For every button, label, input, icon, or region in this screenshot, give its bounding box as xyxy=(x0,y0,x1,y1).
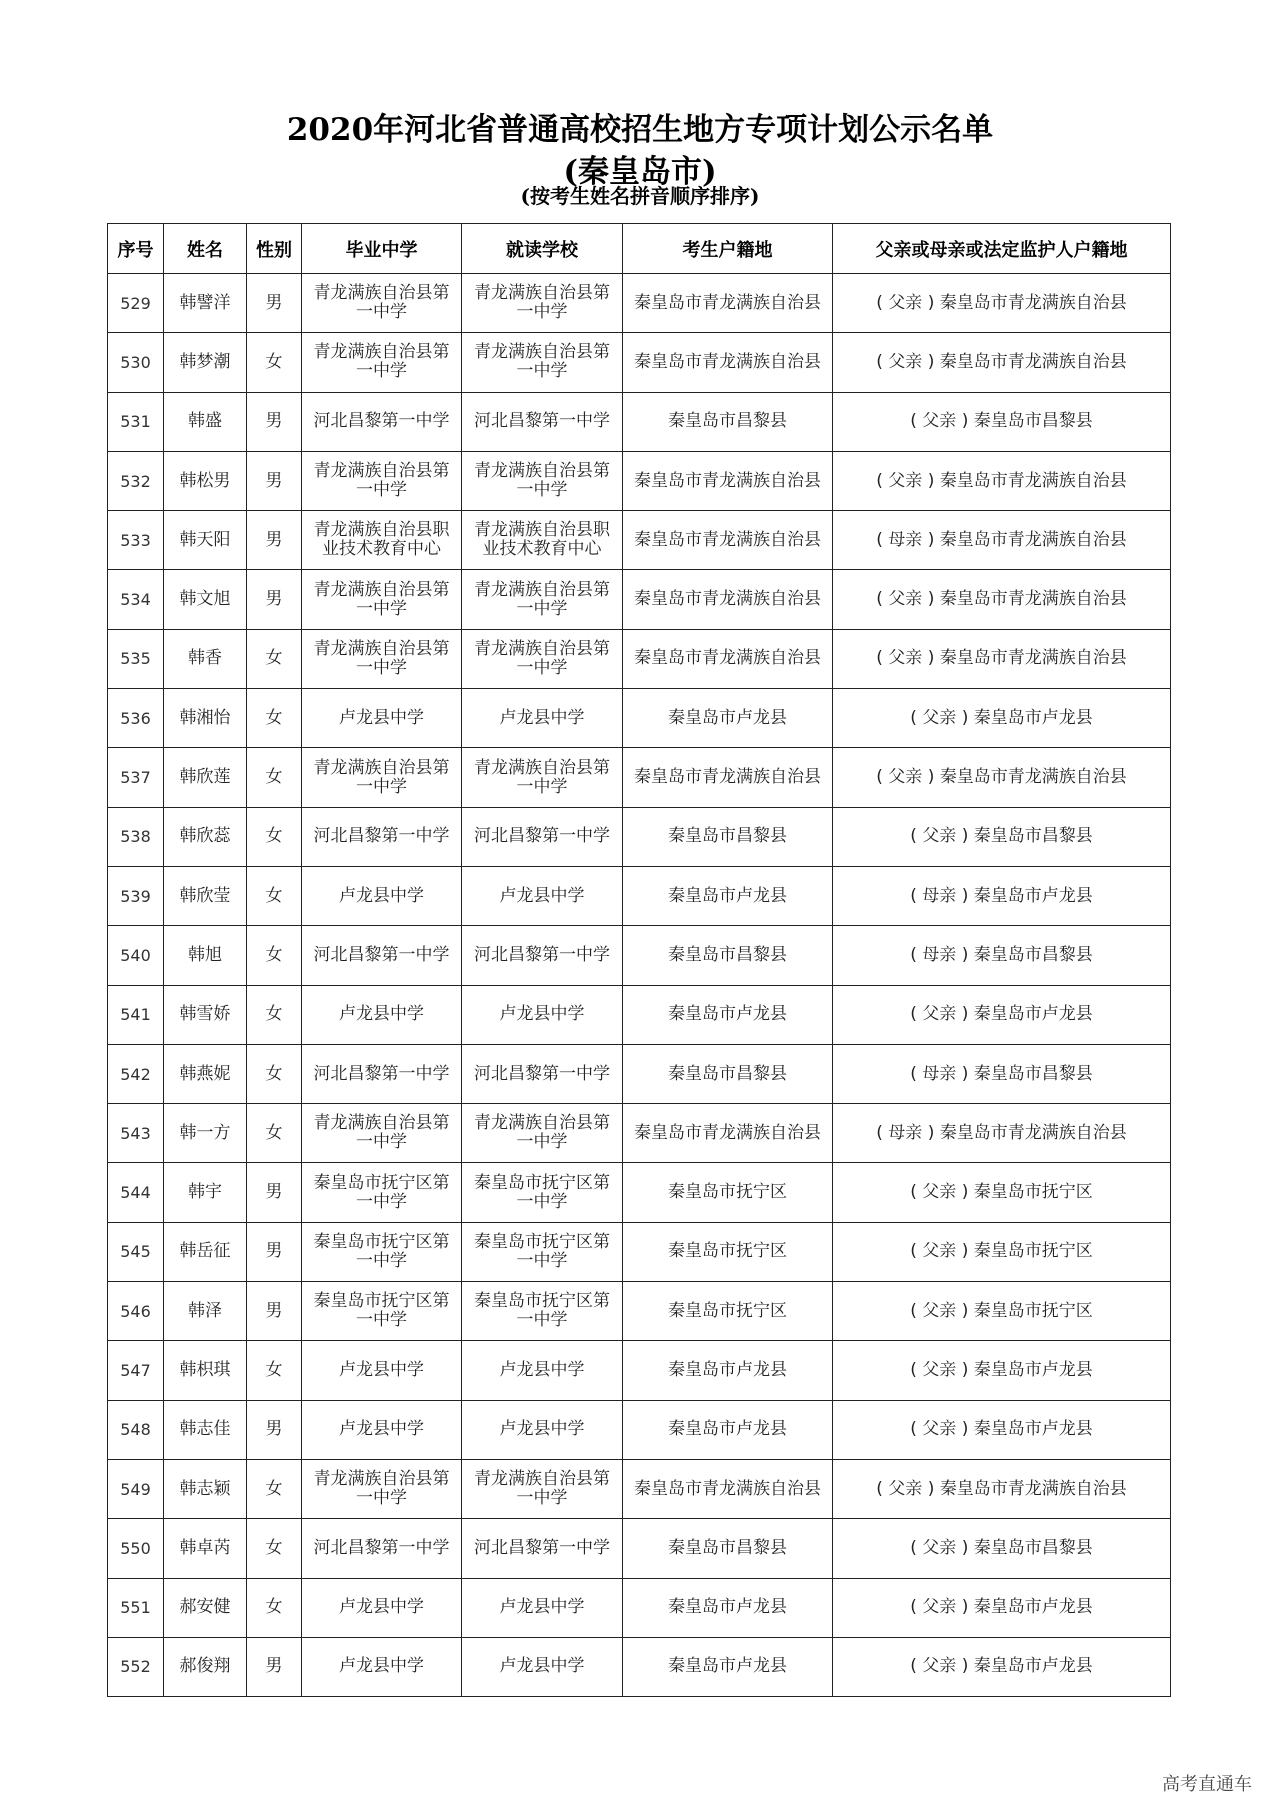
name-cell: 韩文旭 xyxy=(164,570,247,629)
current-school-cell: 卢龙县中学 xyxy=(462,1578,623,1637)
table-row xyxy=(108,807,1171,866)
table-row xyxy=(108,274,1171,333)
name-cell: 韩梦潮 xyxy=(164,333,247,392)
current-school-cell: 河北昌黎第一中学 xyxy=(462,807,623,866)
student-hukou-cell: 秦皇岛市青龙满族自治县 xyxy=(623,570,833,629)
table-row xyxy=(108,1044,1171,1103)
gender-cell: 女 xyxy=(247,1459,302,1518)
current-school-cell: 河北昌黎第一中学 xyxy=(462,1519,623,1578)
current-school-cell: 卢龙县中学 xyxy=(462,1400,623,1459)
gender-cell: 男 xyxy=(247,274,302,333)
gender-cell: 男 xyxy=(247,1400,302,1459)
name-cell: 韩泽 xyxy=(164,1282,247,1341)
serial-number-cell: 534 xyxy=(108,570,164,629)
student-hukou-cell: 秦皇岛市昌黎县 xyxy=(623,1519,833,1578)
name-cell: 韩香 xyxy=(164,629,247,688)
graduation-school-cell: 卢龙县中学 xyxy=(302,1637,462,1696)
header-cell: 序号 xyxy=(108,224,164,274)
table-row xyxy=(108,1104,1171,1163)
current-school-cell: 青龙满族自治县第一中学 xyxy=(462,451,623,510)
graduation-school-cell: 卢龙县中学 xyxy=(302,866,462,925)
gender-cell: 男 xyxy=(247,1163,302,1222)
serial-number-cell: 538 xyxy=(108,807,164,866)
serial-number-cell: 537 xyxy=(108,748,164,807)
serial-number-cell: 544 xyxy=(108,1163,164,1222)
serial-number-cell: 533 xyxy=(108,511,164,570)
gender-cell: 男 xyxy=(247,1222,302,1281)
student-hukou-cell: 秦皇岛市卢龙县 xyxy=(623,1341,833,1400)
guardian-hukou-cell: ( 父亲 ) 秦皇岛市青龙满族自治县 xyxy=(833,570,1171,629)
serial-number-cell: 545 xyxy=(108,1222,164,1281)
student-hukou-cell: 秦皇岛市青龙满族自治县 xyxy=(623,511,833,570)
guardian-hukou-cell: ( 父亲 ) 秦皇岛市昌黎县 xyxy=(833,1519,1171,1578)
name-cell: 韩松男 xyxy=(164,451,247,510)
name-cell: 韩湘怡 xyxy=(164,689,247,748)
guardian-hukou-cell: ( 父亲 ) 秦皇岛市卢龙县 xyxy=(833,689,1171,748)
student-hukou-cell: 秦皇岛市卢龙县 xyxy=(623,689,833,748)
serial-number-cell: 542 xyxy=(108,1044,164,1103)
guardian-hukou-cell: ( 父亲 ) 秦皇岛市青龙满族自治县 xyxy=(833,333,1171,392)
serial-number-cell: 550 xyxy=(108,1519,164,1578)
graduation-school-cell: 卢龙县中学 xyxy=(302,1341,462,1400)
student-hukou-cell: 秦皇岛市昌黎县 xyxy=(623,1044,833,1103)
name-cell: 韩雪娇 xyxy=(164,985,247,1044)
current-school-cell: 秦皇岛市抚宁区第一中学 xyxy=(462,1282,623,1341)
gender-cell: 男 xyxy=(247,1282,302,1341)
current-school-cell: 青龙满族自治县第一中学 xyxy=(462,1459,623,1518)
guardian-hukou-cell: ( 父亲 ) 秦皇岛市卢龙县 xyxy=(833,1578,1171,1637)
current-school-cell: 青龙满族自治县第一中学 xyxy=(462,274,623,333)
current-school-cell: 卢龙县中学 xyxy=(462,1341,623,1400)
table-row xyxy=(108,1578,1171,1637)
serial-number-cell: 532 xyxy=(108,451,164,510)
current-school-cell: 青龙满族自治县第一中学 xyxy=(462,1104,623,1163)
graduation-school-cell: 青龙满族自治县第一中学 xyxy=(302,333,462,392)
guardian-hukou-cell: ( 母亲 ) 秦皇岛市昌黎县 xyxy=(833,1044,1171,1103)
name-cell: 郝俊翔 xyxy=(164,1637,247,1696)
guardian-hukou-cell: ( 母亲 ) 秦皇岛市昌黎县 xyxy=(833,926,1171,985)
guardian-hukou-cell: ( 母亲 ) 秦皇岛市青龙满族自治县 xyxy=(833,1104,1171,1163)
serial-number-cell: 530 xyxy=(108,333,164,392)
table-row xyxy=(108,926,1171,985)
graduation-school-cell: 青龙满族自治县职业技术教育中心 xyxy=(302,511,462,570)
serial-number-cell: 540 xyxy=(108,926,164,985)
graduation-school-cell: 河北昌黎第一中学 xyxy=(302,807,462,866)
serial-number-cell: 531 xyxy=(108,392,164,451)
student-hukou-cell: 秦皇岛市昌黎县 xyxy=(623,392,833,451)
current-school-cell: 卢龙县中学 xyxy=(462,1637,623,1696)
serial-number-cell: 548 xyxy=(108,1400,164,1459)
graduation-school-cell: 卢龙县中学 xyxy=(302,985,462,1044)
guardian-hukou-cell: ( 父亲 ) 秦皇岛市卢龙县 xyxy=(833,1400,1171,1459)
serial-number-cell: 535 xyxy=(108,629,164,688)
name-cell: 韩盛 xyxy=(164,392,247,451)
table-row xyxy=(108,333,1171,392)
gender-cell: 女 xyxy=(247,807,302,866)
page-subtitle-city: (秦皇岛市) xyxy=(563,154,717,190)
current-school-cell: 青龙满族自治县第一中学 xyxy=(462,748,623,807)
guardian-hukou-cell: ( 母亲 ) 秦皇岛市卢龙县 xyxy=(833,866,1171,925)
name-cell: 韩岳征 xyxy=(164,1222,247,1281)
student-hukou-cell: 秦皇岛市抚宁区 xyxy=(623,1222,833,1281)
name-cell: 韩志颖 xyxy=(164,1459,247,1518)
current-school-cell: 青龙满族自治县第一中学 xyxy=(462,570,623,629)
table-body xyxy=(108,274,1171,1697)
current-school-cell: 河北昌黎第一中学 xyxy=(462,392,623,451)
serial-number-cell: 543 xyxy=(108,1104,164,1163)
gender-cell: 女 xyxy=(247,1578,302,1637)
table-row xyxy=(108,1222,1171,1281)
gender-cell: 女 xyxy=(247,1044,302,1103)
table-header-row xyxy=(108,224,1171,274)
name-cell: 韩燕妮 xyxy=(164,1044,247,1103)
guardian-hukou-cell: ( 父亲 ) 秦皇岛市抚宁区 xyxy=(833,1222,1171,1281)
header-cell: 考生户籍地 xyxy=(623,224,833,274)
graduation-school-cell: 青龙满族自治县第一中学 xyxy=(302,274,462,333)
serial-number-cell: 552 xyxy=(108,1637,164,1696)
current-school-cell: 卢龙县中学 xyxy=(462,985,623,1044)
serial-number-cell: 529 xyxy=(108,274,164,333)
graduation-school-cell: 秦皇岛市抚宁区第一中学 xyxy=(302,1282,462,1341)
graduation-school-cell: 青龙满族自治县第一中学 xyxy=(302,451,462,510)
current-school-cell: 河北昌黎第一中学 xyxy=(462,1044,623,1103)
current-school-cell: 河北昌黎第一中学 xyxy=(462,926,623,985)
gender-cell: 男 xyxy=(247,570,302,629)
guardian-hukou-cell: ( 父亲 ) 秦皇岛市卢龙县 xyxy=(833,985,1171,1044)
header-cell: 姓名 xyxy=(164,224,247,274)
header-cell: 毕业中学 xyxy=(302,224,462,274)
table-row xyxy=(108,511,1171,570)
graduation-school-cell: 秦皇岛市抚宁区第一中学 xyxy=(302,1222,462,1281)
graduation-school-cell: 河北昌黎第一中学 xyxy=(302,926,462,985)
guardian-hukou-cell: ( 父亲 ) 秦皇岛市昌黎县 xyxy=(833,807,1171,866)
current-school-cell: 秦皇岛市抚宁区第一中学 xyxy=(462,1222,623,1281)
gender-cell: 女 xyxy=(247,1341,302,1400)
student-hukou-cell: 秦皇岛市青龙满族自治县 xyxy=(623,1104,833,1163)
student-hukou-cell: 秦皇岛市青龙满族自治县 xyxy=(623,1459,833,1518)
gender-cell: 女 xyxy=(247,333,302,392)
graduation-school-cell: 青龙满族自治县第一中学 xyxy=(302,570,462,629)
guardian-hukou-cell: ( 父亲 ) 秦皇岛市青龙满族自治县 xyxy=(833,274,1171,333)
table-row xyxy=(108,866,1171,925)
serial-number-cell: 547 xyxy=(108,1341,164,1400)
name-cell: 韩志佳 xyxy=(164,1400,247,1459)
name-cell: 韩天阳 xyxy=(164,511,247,570)
serial-number-cell: 546 xyxy=(108,1282,164,1341)
name-cell: 韩卓芮 xyxy=(164,1519,247,1578)
header-cell: 父亲或母亲或法定监护人户籍地 xyxy=(833,224,1171,274)
guardian-hukou-cell: ( 父亲 ) 秦皇岛市青龙满族自治县 xyxy=(833,629,1171,688)
name-cell: 韩旭 xyxy=(164,926,247,985)
footer-watermark: 高考直通车 xyxy=(1162,1774,1252,1795)
gender-cell: 男 xyxy=(247,451,302,510)
guardian-hukou-cell: ( 父亲 ) 秦皇岛市昌黎县 xyxy=(833,392,1171,451)
gender-cell: 女 xyxy=(247,689,302,748)
header-cell: 性别 xyxy=(247,224,302,274)
graduation-school-cell: 秦皇岛市抚宁区第一中学 xyxy=(302,1163,462,1222)
gender-cell: 女 xyxy=(247,629,302,688)
serial-number-cell: 536 xyxy=(108,689,164,748)
table-row xyxy=(108,1341,1171,1400)
serial-number-cell: 549 xyxy=(108,1459,164,1518)
student-hukou-cell: 秦皇岛市抚宁区 xyxy=(623,1282,833,1341)
name-cell: 韩宇 xyxy=(164,1163,247,1222)
student-hukou-cell: 秦皇岛市昌黎县 xyxy=(623,807,833,866)
table-row xyxy=(108,451,1171,510)
table-row xyxy=(108,748,1171,807)
student-hukou-cell: 秦皇岛市卢龙县 xyxy=(623,1578,833,1637)
student-hukou-cell: 秦皇岛市卢龙县 xyxy=(623,866,833,925)
roster-table xyxy=(107,223,1171,1697)
page-title: 2020年河北省普通高校招生地方专项计划公示名单 xyxy=(286,112,994,148)
serial-number-cell: 541 xyxy=(108,985,164,1044)
graduation-school-cell: 卢龙县中学 xyxy=(302,1400,462,1459)
table-row xyxy=(108,629,1171,688)
gender-cell: 女 xyxy=(247,748,302,807)
current-school-cell: 卢龙县中学 xyxy=(462,866,623,925)
graduation-school-cell: 青龙满族自治县第一中学 xyxy=(302,629,462,688)
gender-cell: 男 xyxy=(247,1637,302,1696)
name-cell: 韩一方 xyxy=(164,1104,247,1163)
name-cell: 韩欣莹 xyxy=(164,866,247,925)
graduation-school-cell: 青龙满族自治县第一中学 xyxy=(302,1459,462,1518)
guardian-hukou-cell: ( 父亲 ) 秦皇岛市青龙满族自治县 xyxy=(833,1459,1171,1518)
header-cell: 就读学校 xyxy=(462,224,623,274)
name-cell: 韩枳琪 xyxy=(164,1341,247,1400)
student-hukou-cell: 秦皇岛市卢龙县 xyxy=(623,1637,833,1696)
table-row xyxy=(108,1400,1171,1459)
current-school-cell: 青龙满族自治县职业技术教育中心 xyxy=(462,511,623,570)
page-subtitle-sort-note: (按考生姓名拼音顺序排序) xyxy=(520,184,760,208)
table-row xyxy=(108,392,1171,451)
current-school-cell: 青龙满族自治县第一中学 xyxy=(462,629,623,688)
gender-cell: 女 xyxy=(247,985,302,1044)
table-row xyxy=(108,689,1171,748)
gender-cell: 女 xyxy=(247,1519,302,1578)
table-row xyxy=(108,985,1171,1044)
student-hukou-cell: 秦皇岛市卢龙县 xyxy=(623,985,833,1044)
student-hukou-cell: 秦皇岛市卢龙县 xyxy=(623,1400,833,1459)
gender-cell: 男 xyxy=(247,511,302,570)
serial-number-cell: 551 xyxy=(108,1578,164,1637)
current-school-cell: 青龙满族自治县第一中学 xyxy=(462,333,623,392)
current-school-cell: 秦皇岛市抚宁区第一中学 xyxy=(462,1163,623,1222)
name-cell: 郝安健 xyxy=(164,1578,247,1637)
graduation-school-cell: 青龙满族自治县第一中学 xyxy=(302,1104,462,1163)
graduation-school-cell: 河北昌黎第一中学 xyxy=(302,1519,462,1578)
guardian-hukou-cell: ( 父亲 ) 秦皇岛市青龙满族自治县 xyxy=(833,451,1171,510)
name-cell: 韩譬洋 xyxy=(164,274,247,333)
graduation-school-cell: 河北昌黎第一中学 xyxy=(302,1044,462,1103)
name-cell: 韩欣莲 xyxy=(164,748,247,807)
graduation-school-cell: 青龙满族自治县第一中学 xyxy=(302,748,462,807)
graduation-school-cell: 卢龙县中学 xyxy=(302,1578,462,1637)
serial-number-cell: 539 xyxy=(108,866,164,925)
table-row xyxy=(108,1282,1171,1341)
guardian-hukou-cell: ( 母亲 ) 秦皇岛市青龙满族自治县 xyxy=(833,511,1171,570)
name-cell: 韩欣蕊 xyxy=(164,807,247,866)
graduation-school-cell: 卢龙县中学 xyxy=(302,689,462,748)
guardian-hukou-cell: ( 父亲 ) 秦皇岛市青龙满族自治县 xyxy=(833,748,1171,807)
guardian-hukou-cell: ( 父亲 ) 秦皇岛市卢龙县 xyxy=(833,1341,1171,1400)
table-row xyxy=(108,1637,1171,1696)
table-row xyxy=(108,1459,1171,1518)
student-hukou-cell: 秦皇岛市青龙满族自治县 xyxy=(623,451,833,510)
gender-cell: 男 xyxy=(247,392,302,451)
guardian-hukou-cell: ( 父亲 ) 秦皇岛市抚宁区 xyxy=(833,1163,1171,1222)
current-school-cell: 卢龙县中学 xyxy=(462,689,623,748)
student-hukou-cell: 秦皇岛市青龙满族自治县 xyxy=(623,274,833,333)
gender-cell: 女 xyxy=(247,1104,302,1163)
guardian-hukou-cell: ( 父亲 ) 秦皇岛市抚宁区 xyxy=(833,1282,1171,1341)
gender-cell: 女 xyxy=(247,926,302,985)
student-hukou-cell: 秦皇岛市抚宁区 xyxy=(623,1163,833,1222)
student-hukou-cell: 秦皇岛市青龙满族自治县 xyxy=(623,748,833,807)
student-hukou-cell: 秦皇岛市昌黎县 xyxy=(623,926,833,985)
graduation-school-cell: 河北昌黎第一中学 xyxy=(302,392,462,451)
table-row xyxy=(108,1519,1171,1578)
student-hukou-cell: 秦皇岛市青龙满族自治县 xyxy=(623,333,833,392)
gender-cell: 女 xyxy=(247,866,302,925)
table-row xyxy=(108,570,1171,629)
guardian-hukou-cell: ( 父亲 ) 秦皇岛市卢龙县 xyxy=(833,1637,1171,1696)
table-row xyxy=(108,1163,1171,1222)
student-hukou-cell: 秦皇岛市青龙满族自治县 xyxy=(623,629,833,688)
